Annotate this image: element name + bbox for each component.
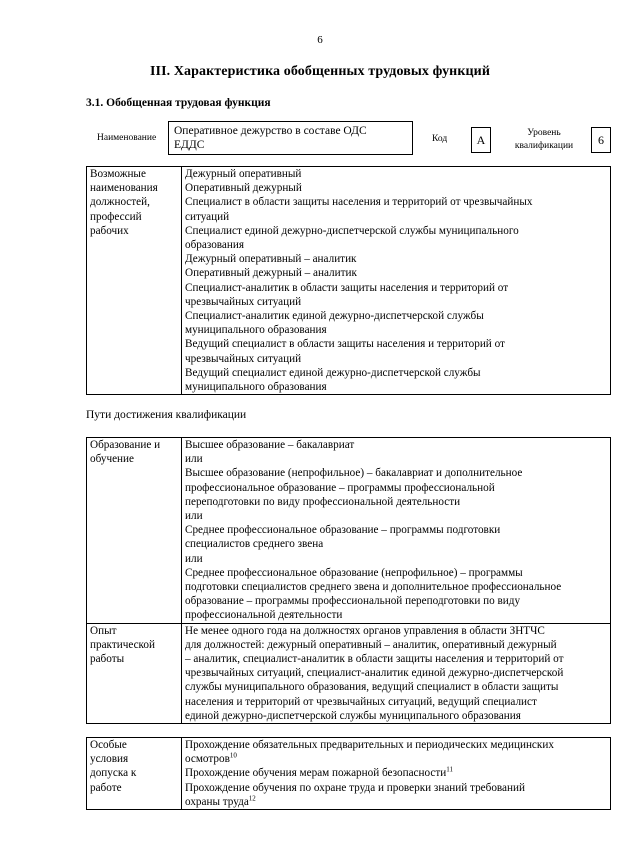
position-line: ситуаций (185, 210, 230, 223)
admission-table (86, 737, 611, 810)
experience-content-cell (182, 623, 611, 723)
education-line: специалистов среднего звена (185, 538, 324, 551)
education-line: Среднее профессиональное образование – программы подготовки (185, 524, 501, 537)
position-line: Ведущий специалист единой дежурно-диспетчерской службы (185, 366, 481, 379)
page-number: 6 (317, 34, 323, 46)
admission-line (185, 766, 607, 780)
qualification-paths-table (86, 437, 611, 724)
function-name-line: Оперативное дежурство в составе ОДС (174, 125, 367, 137)
subsection-title: 3.1. Обобщенная трудовая функция (86, 97, 271, 109)
code-label: Код (432, 134, 448, 144)
positions-table (86, 166, 611, 395)
function-name-line: ЕДДС (174, 139, 205, 151)
code-value: A (471, 127, 491, 153)
label-line: должностей, (90, 196, 150, 209)
level-label-line: квалификации (514, 141, 574, 151)
label-line: Опыт (90, 624, 117, 637)
admission-line (185, 795, 607, 809)
experience-line: – аналитик, специалист-аналитик в области защиты населения и территорий от (185, 653, 564, 666)
footnote-ref: 12 (248, 794, 256, 803)
experience-line: населения и территорий от чрезвычайных ситуаций, ведущий специалист (185, 695, 537, 708)
experience-line: единой дежурно-диспетчерской службы муниципального образования (185, 709, 521, 722)
position-line: муниципального образования (185, 381, 327, 394)
table-row (87, 623, 611, 723)
experience-line: Не менее одного года на должностях органов управления в области ЗНТЧС (185, 624, 545, 637)
label-line: работы (90, 653, 125, 666)
admission-line: Прохождение обучения по охране труда и проверки знаний требований (185, 781, 525, 794)
admission-label-cell (87, 738, 182, 810)
position-line: Специалист-аналитик единой дежурно-диспетчерской службы (185, 310, 484, 323)
positions-content-cell (182, 167, 611, 395)
label-line: наименования (90, 182, 158, 195)
label-line: рабочих (90, 224, 129, 237)
education-line: или (185, 453, 203, 466)
table-row (87, 438, 611, 624)
experience-line: для должностей: дежурный оперативный – аналитик, оперативный дежурный (185, 638, 557, 651)
name-label: Наименование (97, 133, 157, 143)
admission-line: Прохождение обязательных предварительных и периодических медицинских (185, 739, 554, 751)
position-line: Ведущий специалист в области защиты населения и территорий от (185, 338, 505, 351)
admission-line-text: осмотров (185, 753, 230, 766)
level-label (507, 127, 581, 153)
education-line: подготовки специалистов среднего звена и дополнительное профессиональное (185, 581, 562, 594)
position-line: муниципального образования (185, 324, 327, 337)
label-line: Возможные (90, 168, 146, 180)
education-content-cell (182, 438, 611, 624)
label-line: профессий (90, 210, 142, 223)
footnote-ref: 11 (446, 765, 453, 774)
position-line: чрезвычайных ситуаций (185, 352, 302, 365)
section-title: III. Характеристика обобщенных трудовых функций (149, 64, 491, 79)
experience-line: чрезвычайных ситуаций, специалист-аналитик единой дежурно-диспетчерской (185, 667, 564, 680)
position-line: Специалист-аналитик в области защиты населения и территорий от (185, 281, 509, 294)
positions-label-cell (87, 167, 182, 395)
admission-content-cell (182, 738, 611, 810)
function-name-box (168, 121, 413, 155)
experience-line: службы муниципального образования, ведущий специалист в области защиты (185, 681, 559, 694)
position-line: Оперативный дежурный – аналитик (185, 267, 357, 280)
admission-line (185, 752, 607, 766)
footnote-ref: 10 (229, 751, 237, 760)
education-line: профессиональной деятельности (185, 609, 343, 622)
experience-label-cell (87, 623, 182, 723)
level-label-line: Уровень (527, 128, 561, 138)
label-line: Особые (90, 739, 127, 751)
admission-line-text: Прохождение обучения мерам пожарной безопасности (185, 767, 447, 780)
label-line: условия (90, 753, 129, 766)
position-line: чрезвычайных ситуаций (185, 295, 302, 308)
education-line: Высшее образование (непрофильное) – бакалавриат и дополнительное (185, 467, 523, 480)
table-row (87, 738, 611, 810)
education-line: или (185, 510, 203, 523)
level-value: 6 (591, 127, 611, 153)
table-row (87, 167, 611, 395)
label-line: Образование и (90, 439, 161, 451)
label-line: практической (90, 638, 155, 651)
position-line: Оперативный дежурный (185, 182, 302, 195)
position-line: Дежурный оперативный – аналитик (185, 253, 357, 266)
position-line: Дежурный оперативный (185, 168, 302, 180)
position-line: Специалист в области защиты населения и территорий от чрезвычайных (185, 196, 533, 209)
position-line: Специалист единой дежурно-диспетчерской службы муниципального (185, 224, 519, 237)
education-line: или (185, 552, 203, 565)
education-line: профессиональное образование – программы профессиональной (185, 481, 495, 494)
education-line: образование – программы профессиональной переподготовки по виду (185, 595, 521, 608)
education-line: переподготовки по виду профессиональной деятельности (185, 495, 461, 508)
label-line: работе (90, 781, 122, 794)
label-line: обучение (90, 453, 134, 466)
education-line: Среднее профессиональное образование (непрофильное) – программы (185, 566, 523, 579)
label-line: допуска к (90, 767, 137, 780)
admission-line-text: охраны труда (185, 795, 249, 808)
paths-heading: Пути достижения квалификации (86, 409, 247, 421)
position-line: образования (185, 239, 245, 252)
education-label-cell (87, 438, 182, 624)
education-line: Высшее образование – бакалавриат (185, 439, 355, 451)
